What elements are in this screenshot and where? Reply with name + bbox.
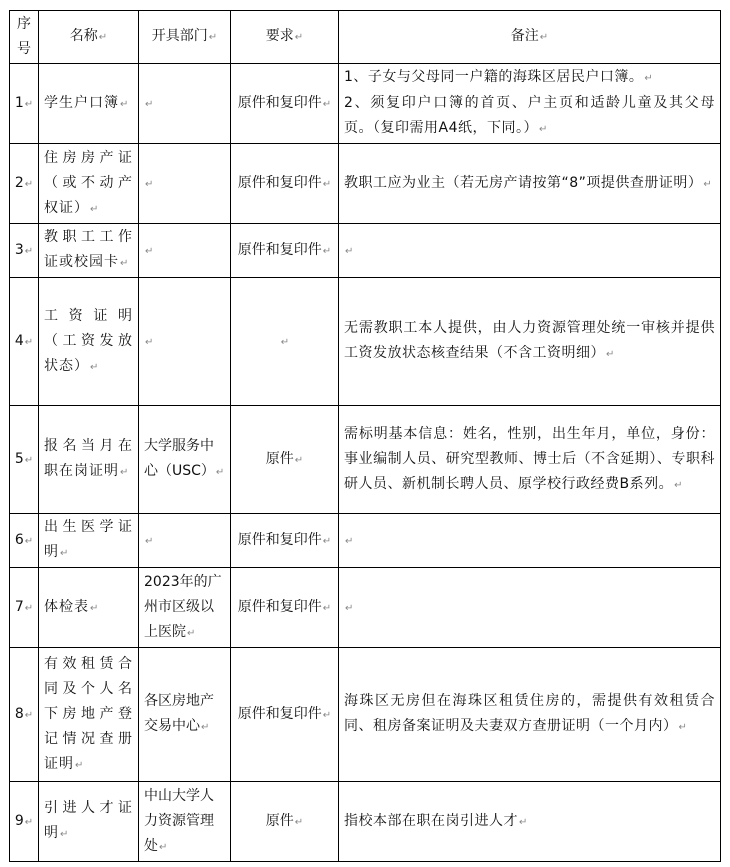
row-name: 出生医学证明↵ bbox=[39, 514, 139, 568]
table-row bbox=[10, 514, 721, 568]
table-row bbox=[10, 406, 721, 514]
row-dept: ↵ bbox=[139, 278, 231, 406]
row-name: 学生户口簿↵ bbox=[39, 64, 139, 144]
row-no: 8↵ bbox=[10, 648, 39, 782]
row-no: 1↵ bbox=[10, 64, 39, 144]
header-note: 备注↵ bbox=[339, 11, 721, 64]
row-no: 3↵ bbox=[10, 224, 39, 278]
row-no: 5↵ bbox=[10, 406, 39, 514]
row-req: 原件和复印件↵ bbox=[231, 224, 339, 278]
note-line: 2、须复印户口簿的首页、户主页和适龄儿童及其父母页。（复印需用A4纸，下同。）↵ bbox=[344, 95, 715, 136]
header-req: 要求↵ bbox=[231, 11, 339, 64]
row-no: 7↵ bbox=[10, 568, 39, 648]
row-req: 原件↵ bbox=[231, 782, 339, 862]
row-note: ↵ bbox=[339, 514, 721, 568]
row-dept: 中山大学人力资源管理处↵ bbox=[139, 782, 231, 862]
row-dept: 各区房地产交易中心↵ bbox=[139, 648, 231, 782]
row-req: 原件和复印件↵ bbox=[231, 514, 339, 568]
note-line: 1、子女与父母同一户籍的海珠区居民户口簿。↵ bbox=[344, 69, 654, 85]
row-name: 教职工工作证或校园卡↵ bbox=[39, 224, 139, 278]
header-name: 名称↵ bbox=[39, 11, 139, 64]
table-row bbox=[10, 278, 721, 406]
row-dept: ↵ bbox=[139, 514, 231, 568]
row-name: 住房房产证（或不动产权证）↵ bbox=[39, 144, 139, 224]
row-note: 需标明基本信息：姓名，性别，出生年月，单位，身份：事业编制人员、研究型教师、博士后（不含延期）、专职科研人员、新机制长聘人员、原学校行政经费B系列。↵ bbox=[339, 406, 721, 514]
row-req: 原件↵ bbox=[231, 406, 339, 514]
row-dept: ↵ bbox=[139, 64, 231, 144]
row-req: ↵ bbox=[231, 278, 339, 406]
header-dept: 开具部门↵ bbox=[139, 11, 231, 64]
header-row bbox=[10, 11, 721, 64]
row-name: 引进人才证明↵ bbox=[39, 782, 139, 862]
row-no: 4↵ bbox=[10, 278, 39, 406]
header-no: 序号 bbox=[10, 11, 39, 64]
table-row bbox=[10, 64, 721, 144]
row-req: 原件和复印件↵ bbox=[231, 64, 339, 144]
table-row bbox=[10, 648, 721, 782]
row-no: 6↵ bbox=[10, 514, 39, 568]
row-req: 原件和复印件↵ bbox=[231, 568, 339, 648]
row-name: 体检表↵ bbox=[39, 568, 139, 648]
row-name: 工资证明（工资发放状态）↵ bbox=[39, 278, 139, 406]
row-dept: ↵ bbox=[139, 224, 231, 278]
row-note: 教职工应为业主（若无房产请按第“8”项提供查册证明）↵ bbox=[339, 144, 721, 224]
row-dept: 大学服务中心（USC）↵ bbox=[139, 406, 231, 514]
row-note: 海珠区无房但在海珠区租赁住房的，需提供有效租赁合同、租房备案证明及夫妻双方查册证明（一个月内）↵ bbox=[339, 648, 721, 782]
row-name: 有效租赁合同及个人名下房地产登记情况查册证明↵ bbox=[39, 648, 139, 782]
row-note bbox=[339, 64, 721, 144]
row-name: 报名当月在职在岗证明↵ bbox=[39, 406, 139, 514]
row-note: 无需教职工本人提供，由人力资源管理处统一审核并提供工资发放状态核查结果（不含工资明细）↵ bbox=[339, 278, 721, 406]
table-row bbox=[10, 144, 721, 224]
table-row bbox=[10, 782, 721, 862]
row-no: 2↵ bbox=[10, 144, 39, 224]
row-no: 9↵ bbox=[10, 782, 39, 862]
row-req: 原件和复印件↵ bbox=[231, 144, 339, 224]
table-row bbox=[10, 224, 721, 278]
row-req: 原件和复印件↵ bbox=[231, 648, 339, 782]
row-dept: 2023年的广州市区级以上医院↵ bbox=[139, 568, 231, 648]
row-note: ↵ bbox=[339, 568, 721, 648]
row-dept: ↵ bbox=[139, 144, 231, 224]
table-row bbox=[10, 568, 721, 648]
requirements-table bbox=[9, 10, 721, 862]
row-note: 指校本部在职在岗引进人才↵ bbox=[339, 782, 721, 862]
row-note: ↵ bbox=[339, 224, 721, 278]
